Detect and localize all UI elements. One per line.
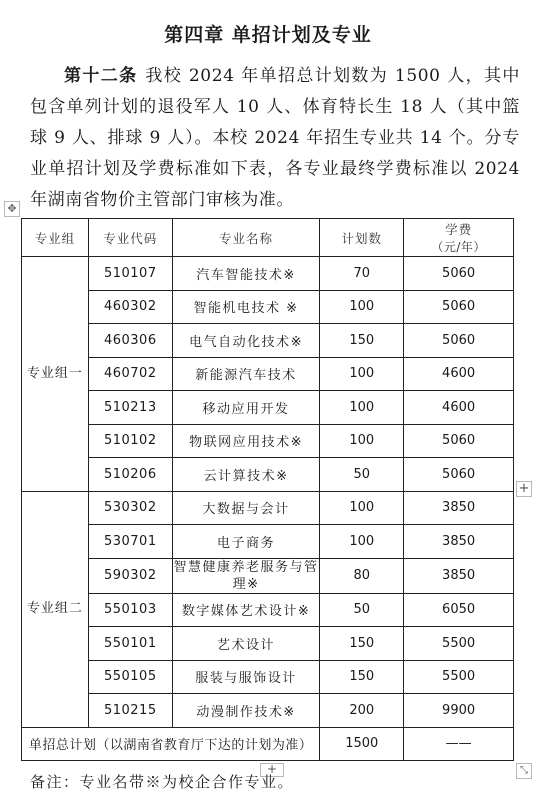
add-column-icon[interactable]: + [516, 481, 532, 497]
fee-cell: 6050 [404, 593, 514, 627]
fee-cell: 9900 [404, 694, 514, 728]
count-cell: 100 [320, 424, 404, 458]
table-body [22, 257, 514, 761]
count-cell: 150 [320, 627, 404, 661]
count-cell: 50 [320, 458, 404, 492]
header-fee-unit: （元/年） [431, 240, 486, 254]
header-fee-label: 学费 [445, 222, 473, 237]
article-paragraph [30, 61, 520, 216]
table-header-row [22, 219, 514, 257]
count-cell: 100 [320, 491, 404, 525]
total-label: 单招总计划（以湖南省教育厅下达的计划为准） [22, 727, 320, 761]
name-cell: 云计算技术※ [172, 458, 320, 492]
code-cell: 460702 [88, 357, 172, 391]
header-group: 专业组 [22, 219, 89, 257]
header-fee [404, 219, 514, 257]
code-cell: 510102 [88, 424, 172, 458]
fee-cell: 5060 [404, 458, 514, 492]
table-row [22, 391, 514, 425]
group-cell: 专业组一 [22, 257, 89, 492]
code-cell: 510107 [88, 257, 172, 291]
fee-cell: 3850 [404, 558, 514, 593]
table-move-icon[interactable]: ✥ [4, 201, 20, 217]
code-cell: 460306 [88, 324, 172, 358]
code-cell: 550103 [88, 593, 172, 627]
table-row [22, 660, 514, 694]
code-cell: 550101 [88, 627, 172, 661]
name-cell: 动漫制作技术※ [172, 694, 320, 728]
count-cell: 70 [320, 257, 404, 291]
fee-cell: 5500 [404, 660, 514, 694]
resize-icon[interactable]: ⤡ [516, 763, 532, 779]
fee-cell: 5500 [404, 627, 514, 661]
name-cell: 数字媒体艺术设计※ [172, 593, 320, 627]
count-cell: 100 [320, 525, 404, 559]
article-text: 我校 2024 年单招总计划数为 1500 人，其中包含单列计划的退役军人 10 人、体育特长生 18 人（其中篮球 9 人、排球 9 人）。本校 2024 年招生专业共 14 个。分专业单招计划及学费标准如下表，各专业最终学费标准以 2024 年湖南省物价主管部门审核为准。 [30, 66, 520, 210]
name-cell: 智慧健康养老服务与管理※ [173, 559, 319, 592]
total-row [22, 727, 514, 761]
count-cell: 100 [320, 391, 404, 425]
table-row [22, 525, 514, 559]
fee-cell: 3850 [404, 525, 514, 559]
code-cell: 510215 [88, 694, 172, 728]
count-cell: 150 [320, 324, 404, 358]
name-cell: 电气自动化技术※ [172, 324, 320, 358]
code-cell: 550105 [88, 660, 172, 694]
name-cell: 新能源汽车技术 [172, 357, 320, 391]
total-count: 1500 [320, 727, 404, 761]
code-cell: 590302 [88, 558, 172, 593]
enrollment-plan-table [21, 218, 514, 761]
fee-cell: 5060 [404, 290, 514, 324]
header-name: 专业名称 [172, 219, 320, 257]
table-row [22, 290, 514, 324]
code-cell: 530302 [88, 491, 172, 525]
count-cell: 100 [320, 290, 404, 324]
count-cell: 100 [320, 357, 404, 391]
name-cell: 汽车智能技术※ [172, 257, 320, 291]
count-cell: 50 [320, 593, 404, 627]
header-count: 计划数 [320, 219, 404, 257]
count-cell: 150 [320, 660, 404, 694]
table-row [22, 324, 514, 358]
table-row [22, 558, 514, 593]
code-cell: 530701 [88, 525, 172, 559]
fee-cell: 5060 [404, 324, 514, 358]
add-row-icon[interactable]: + [260, 763, 284, 777]
name-cell: 电子商务 [172, 525, 320, 559]
chapter-title: 第四章 单招计划及专业 [164, 24, 372, 46]
header-code: 专业代码 [88, 219, 172, 257]
table-row [22, 357, 514, 391]
footnote: 备注：专业名带※为校企合作专业。 [30, 773, 295, 791]
name-cell: 智能机电技术 ※ [172, 290, 320, 324]
total-fee: —— [404, 727, 514, 761]
code-cell: 510206 [88, 458, 172, 492]
fee-cell: 3850 [404, 491, 514, 525]
table-row [22, 458, 514, 492]
table-row [22, 257, 514, 291]
count-cell: 80 [320, 558, 404, 593]
count-cell: 200 [320, 694, 404, 728]
group-cell: 专业组二 [22, 491, 89, 727]
name-cell: 大数据与会计 [172, 491, 320, 525]
fee-cell: 5060 [404, 257, 514, 291]
table-row [22, 491, 514, 525]
table-row [22, 593, 514, 627]
name-cell: 艺术设计 [172, 627, 320, 661]
fee-cell: 5060 [404, 424, 514, 458]
code-cell: 460302 [88, 290, 172, 324]
code-cell: 510213 [88, 391, 172, 425]
name-cell: 物联网应用技术※ [172, 424, 320, 458]
fee-cell: 4600 [404, 391, 514, 425]
table-row [22, 627, 514, 661]
table-row [22, 694, 514, 728]
fee-cell: 4600 [404, 357, 514, 391]
table-row [22, 424, 514, 458]
article-label: 第十二条 [64, 66, 138, 86]
name-cell: 移动应用开发 [172, 391, 320, 425]
name-cell: 服装与服饰设计 [172, 660, 320, 694]
